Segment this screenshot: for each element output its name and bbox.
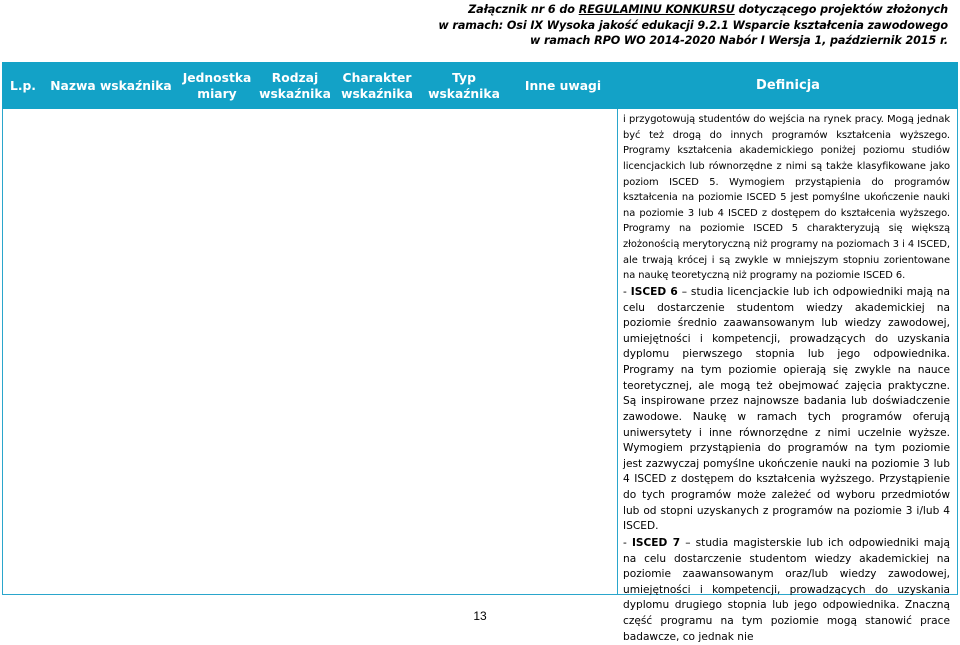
isced7-dash: - bbox=[623, 536, 632, 549]
page-number: 13 bbox=[473, 609, 487, 623]
table-column-divider bbox=[617, 109, 618, 594]
table-header-row bbox=[2, 62, 958, 109]
isced6-dash: - bbox=[623, 285, 631, 298]
isced6-label: ISCED 6 bbox=[630, 285, 678, 298]
header-line-1 bbox=[388, 2, 948, 18]
definition-isced5-text: i przygotowują studentów do wejścia na rynek pracy. Mogą jednak być też drogą do innych programów kształcenia wyższego. Programy kształcenia akademickiego poniżej poziomu studiów licencjackich lub równorzędne z nimi są także klasyfikowane jako poziom ISCED 5. Wymogiem przystąpienia do programów kształcenia na poziomie ISCED 5 jest pomyślne ukończenie nauki na poziomie 3 lub 4 ISCED z dostępem do kształcenia wyższego. Programy na poziomie ISCED 5 charakteryzują się większą złożonością merytoryczną niż programy na poziomach 3 i 4 ISCED, ale trwają krócej i są zwykle w mniejszym stopniu zorientowane na naukę teoretyczną niż programy na poziomie ISCED 6. bbox=[623, 114, 950, 282]
column-header-indicator-name: Nazwa wskaźnika bbox=[50, 78, 172, 93]
definition-isced6-paragraph bbox=[623, 285, 950, 535]
definition-isced7-paragraph bbox=[623, 536, 950, 645]
header-line-3: w ramach RPO WO 2014-2020 Nabór I Wersja 1, październik 2015 r. bbox=[529, 34, 948, 47]
column-header-unit: Jednostka miary bbox=[182, 70, 252, 101]
header-line-1-prefix: Załącznik nr 6 do bbox=[468, 3, 579, 16]
regulation-link-text: REGULAMINU KONKURSU bbox=[578, 3, 735, 16]
column-header-lp: L.p. bbox=[10, 78, 36, 93]
definition-cell bbox=[623, 112, 950, 645]
header-line-1-suffix: dotyczącego projektów złożonych bbox=[734, 3, 948, 16]
isced7-text: – studia magisterskie lub ich odpowiedniki mają na celu dostarczenie studentom wiedzy akademickiej na poziomie zaawansowanym oraz/lub wiedzy zawodowej, umiejętności i kompetencji, prowadzących do uzyskania dyplomu drugiego stopnia lub jego odpowiednika. Znaczną część programu na tym poziomie mogą stanowić prace badawcze, co jednak nie bbox=[623, 536, 950, 643]
isced7-label: ISCED 7 bbox=[631, 536, 681, 549]
column-header-definition: Definicja bbox=[756, 77, 820, 93]
table-border-right bbox=[957, 109, 958, 594]
column-header-indicator-type: Typ wskaźnika bbox=[428, 70, 500, 101]
column-header-indicator-character: Charakter wskaźnika bbox=[341, 70, 413, 101]
column-header-other-notes: Inne uwagi bbox=[524, 78, 602, 93]
isced6-text: – studia licencjackie lub ich odpowiedniki mają na celu dostarczenie studentom wiedzy akademickiej na poziomie średnio zaawansowanym lub wiedzy zawodowej, umiejętności i kompetencji, prowadzących do uzyskania dyplomu pierwszego stopnia lub jego odpowiednika. Programy na tym poziomie opierają się zwykle na nauce teoretycznej, ale mogą też obejmować zajęcia praktyczne. Są inspirowane przez najnowsze badania lub doświadczenie zawodowe. Naukę w ramach tych programów oferują uniwersytety i inne równorzędne z nimi uczelnie wyższe. Wymogiem przystąpienia do programów na tym poziomie jest zazwyczaj pomyślne ukończenie nauki na poziomie 3 lub 4 ISCED z dostępem do kształcenia wyższego. Przystąpienie do tych programów może zależeć od wyboru przedmiotów lub od stopni uzyskanych z programów na poziomie 3 i/lub 4 ISCED. bbox=[623, 285, 950, 533]
column-header-indicator-kind: Rodzaj wskaźnika bbox=[259, 70, 331, 101]
table-border-left bbox=[2, 109, 3, 594]
document-header-note bbox=[388, 2, 948, 49]
header-line-2: w ramach: Osi IX Wysoka jakość edukacji 9.2.1 Wsparcie kształcenia zawodowego bbox=[438, 18, 948, 32]
